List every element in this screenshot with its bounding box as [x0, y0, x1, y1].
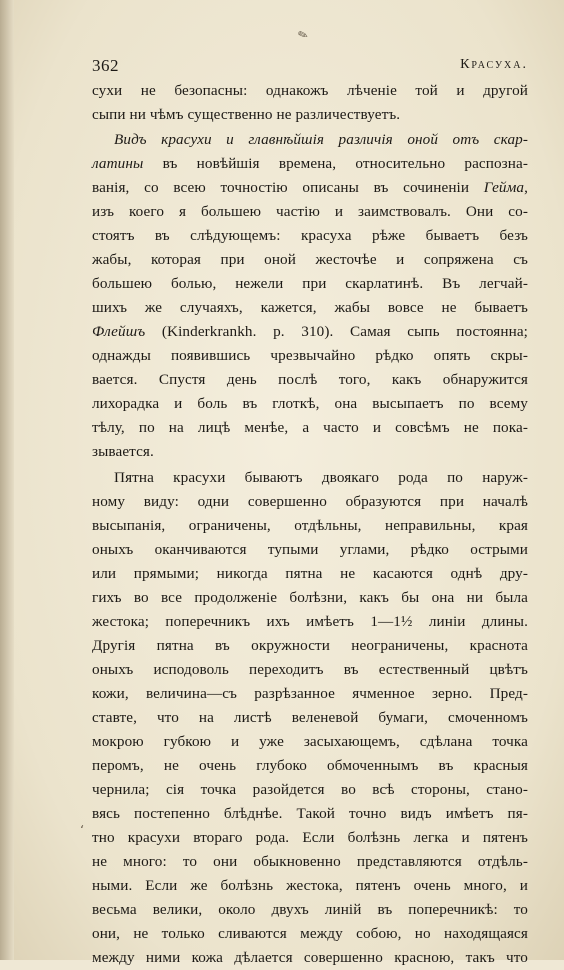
text-line: вясь постепенно блѣднѣе. Такой точно видъ имѣетъ пя- [92, 805, 528, 822]
text-line: гихъ во все продолженіе болѣзни, какъ бы она ни была [92, 589, 528, 606]
text-line: жабы, которая при оной жесточѣе и сопряжена съ [92, 251, 528, 268]
ink-mark: ✎ [295, 26, 311, 44]
text-line: тно красухи втораго рода. Если болѣзнь легка и пятенъ [92, 829, 528, 846]
page-header [92, 56, 528, 78]
text-line: зывается. [92, 443, 154, 460]
text-line: ставте, что на листѣ веленевой бумаги, смоченномъ [92, 709, 528, 726]
text-line: вается. Спустя день послѣ того, какъ обнаружится [92, 371, 528, 388]
text-line: большею болью, нежели при скарлатинѣ. Въ легчай- [92, 275, 528, 292]
text-line: стоятъ въ слѣдующемъ: красуха рѣже бываетъ безъ [92, 227, 528, 244]
text-line: изъ коего я большею частію и заимствовалъ. Они со- [92, 203, 528, 220]
text-line: латины въ новѣйшія времена, относительно распозна- [92, 155, 528, 172]
text-line: тѣлу, по на лицѣ менѣе, а часто и совсѣмъ не пока- [92, 419, 528, 436]
text-line: или прямыми; никогда пятна не касаются однѣ дру- [92, 565, 528, 582]
text-line: ному виду: одни совершенно образуются при началѣ [92, 493, 528, 510]
text-line: ванія, со всею точностію описаны въ сочиненіи Гейма, [92, 179, 528, 196]
text-line: Флейшъ (Kinderkrankh. p. 310). Самая сыпь постоянна; [92, 323, 528, 340]
text-line: однажды появившись чрезвычайно рѣдко опять скры- [92, 347, 528, 364]
text-line: оныхъ оканчиваются тупыми углами, рѣдко острыми [92, 541, 528, 558]
text-line: между ними кожа дѣлается совершенно красною, такъ что [92, 949, 528, 966]
text-line: Пятна красухи бываютъ двоякаго рода по наруж- [114, 469, 528, 486]
text-line: шихъ же случаяхъ, кажется, жабы вовсе не бываетъ [92, 299, 528, 316]
text-line: кожи, величина—съ разрѣзанное ячменное зерно. Пред- [92, 685, 528, 702]
text-line: лихорадка и боль въ глоткѣ, она высыпаетъ по всему [92, 395, 528, 412]
page-number: 362 [92, 56, 119, 75]
text-line: чернила; сія точка разойдется во всѣ стороны, стано- [92, 781, 528, 798]
text-line: Видъ красухи и главнѣйшія различія оной отъ скар- [114, 131, 528, 148]
text-line: весьма велики, около двухъ линій въ поперечникѣ: то [92, 901, 528, 918]
text-line: сыпи ни чѣмъ существенно не различествуетъ. [92, 106, 401, 123]
binding-edge [0, 0, 14, 960]
text-line: не много: то они обыкновенно представляются отдѣль- [92, 853, 528, 870]
text-line: высыпанія, ограничены, отдѣльны, неправильны, края [92, 517, 528, 534]
margin-tick: ‘ [80, 823, 84, 837]
text-line: перомъ, не очень глубоко обмоченнымъ въ красныя [92, 757, 528, 774]
text-line: оныхъ исподоволь переходитъ въ естественный цвѣтъ [92, 661, 528, 678]
running-head: Красуха. [460, 57, 528, 72]
text-line: сухи не безопасны: однакожъ лѣченіе той и другой [92, 82, 528, 99]
text-line: они, не только сливаются между собою, но находящаяся [92, 925, 528, 942]
text-line: ными. Если же болѣзнь жестока, пятенъ очень много, и [92, 877, 528, 894]
text-line: мокрою губкою и уже засыхающемъ, сдѣлана точка [92, 733, 528, 750]
text-line: Другія пятна въ окружности неограничены, краснота [92, 637, 528, 654]
text-line: жестока; поперечникъ ихъ имѣетъ 1—1½ линіи длины. [92, 613, 528, 630]
